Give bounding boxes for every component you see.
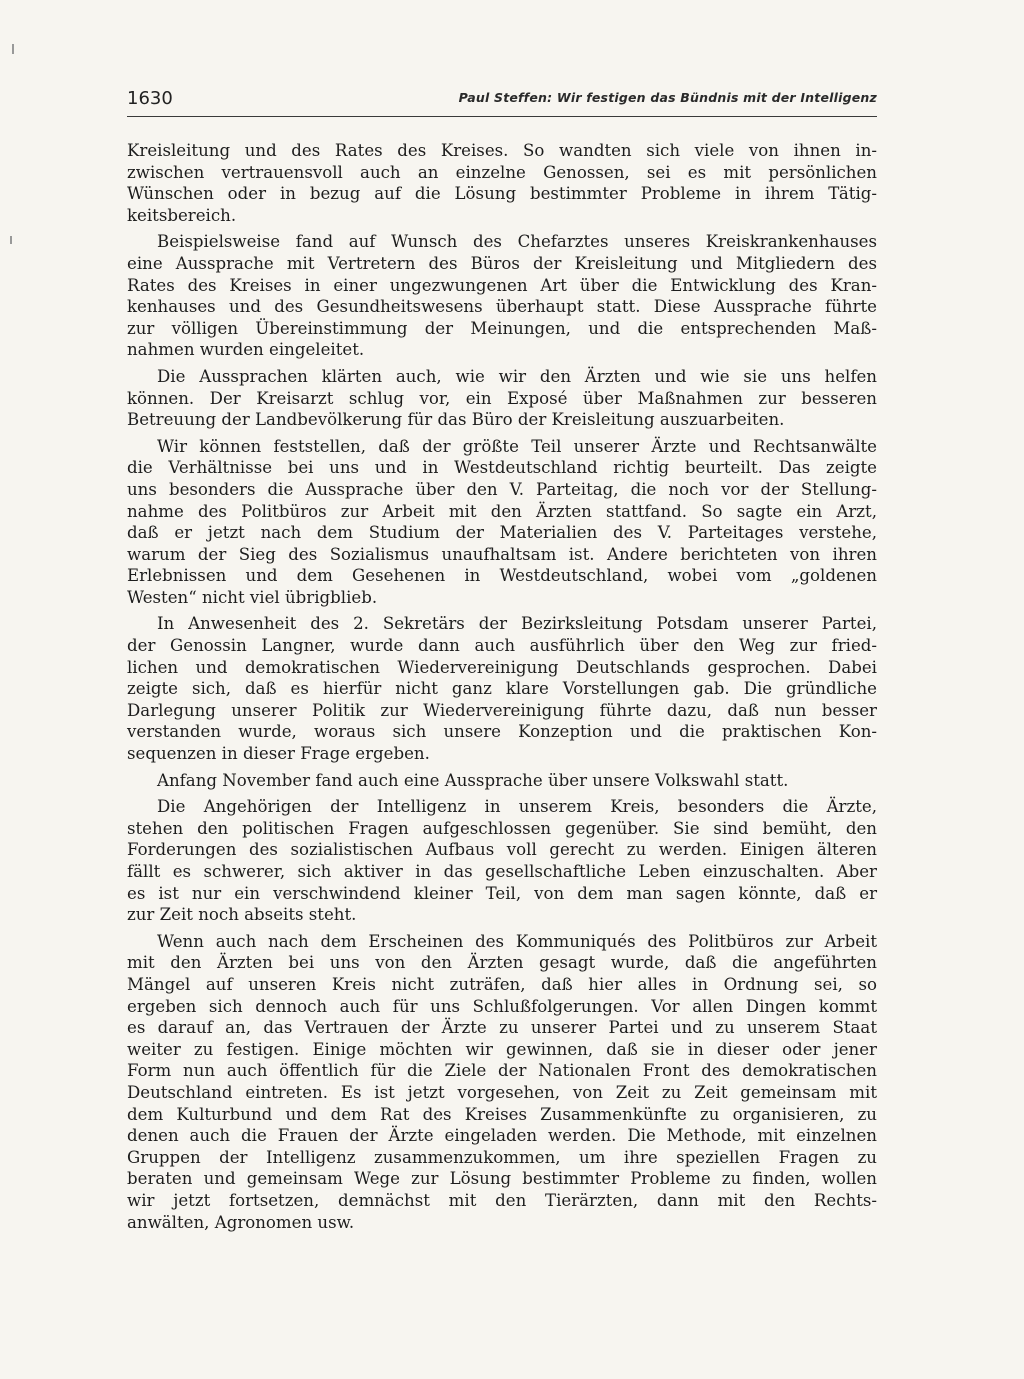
text-line: ergeben sich dennoch auch für uns Schlußfolgerungen. Vor allen Dingen kommt bbox=[127, 996, 877, 1016]
text-line: zeigte sich, daß es hierfür nicht ganz klare Vorstellungen gab. Die gründliche bbox=[127, 679, 877, 699]
paragraph bbox=[127, 436, 877, 609]
text-line: uns besonders die Aussprache über den V. Parteitag, die noch vor der Stellung- bbox=[127, 479, 877, 499]
text-line: Westen“ nicht viel übrigblieb. bbox=[127, 587, 378, 607]
text-line: wir jetzt fortsetzen, demnächst mit den Tierärzten, dann mit den Rechts- bbox=[127, 1190, 877, 1210]
text-line: zur völligen Übereinstimmung der Meinungen, und die entsprechenden Maß- bbox=[127, 318, 877, 338]
paragraph bbox=[127, 770, 877, 792]
paragraph bbox=[127, 140, 877, 226]
text-line: Gruppen der Intelligenz zusammenzukommen, um ihre speziellen Fragen zu bbox=[127, 1147, 877, 1167]
text-line: Kreisleitung und des Rates des Kreises. So wandten sich viele von ihnen in- bbox=[127, 141, 877, 160]
page-number: 1630 bbox=[127, 88, 173, 109]
text-line: nahmen wurden eingeleitet. bbox=[127, 340, 365, 360]
article-body bbox=[127, 140, 877, 1233]
paragraph bbox=[127, 231, 877, 361]
text-line: denen auch die Frauen der Ärzte eingeladen werden. Die Methode, mit einzelnen bbox=[127, 1126, 877, 1146]
text-line: es darauf an, das Vertrauen der Ärzte zu unserer Partei und zu unserem Staat bbox=[127, 1018, 877, 1038]
text-line: daß er jetzt nach dem Studium der Materialien des V. Parteitages verstehe, bbox=[127, 523, 877, 543]
text-line: eine Aussprache mit Vertretern des Büros der Kreisleitung und Mitgliedern des bbox=[127, 253, 877, 273]
text-line: die Verhältnisse bei uns und in Westdeutschland richtig beurteilt. Das zeigte bbox=[127, 458, 877, 478]
scan-margin-mark bbox=[12, 44, 14, 54]
text-line: verstanden wurde, woraus sich unsere Konzeption und die praktischen Kon- bbox=[127, 722, 877, 742]
text-line: der Genossin Langner, wurde dann auch ausführlich über den Weg zur fried- bbox=[127, 636, 877, 656]
text-line: In Anwesenheit des 2. Sekretärs der Bezirksleitung Potsdam unserer Partei, bbox=[157, 614, 877, 634]
text-line: sequenzen in dieser Frage ergeben. bbox=[127, 744, 430, 764]
paragraph bbox=[127, 931, 877, 1233]
text-line: lichen und demokratischen Wiedervereinigung Deutschlands gesprochen. Dabei bbox=[127, 657, 877, 677]
text-line: Form nun auch öffentlich für die Ziele der Nationalen Front des demokratischen bbox=[127, 1061, 877, 1081]
text-line: dem Kulturbund und dem Rat des Kreises Zusammenkünfte zu organisieren, zu bbox=[127, 1104, 877, 1124]
text-line: Wir können feststellen, daß der größte Teil unserer Ärzte und Rechtsanwälte bbox=[157, 436, 877, 456]
text-line: weiter zu festigen. Einige möchten wir gewinnen, daß sie in dieser oder jener bbox=[127, 1039, 877, 1059]
text-line: Rates des Kreises in einer ungezwungenen Art über die Entwicklung des Kran- bbox=[127, 275, 877, 295]
running-head: Paul Steffen: Wir festigen das Bündnis mit der Intelligenz bbox=[458, 90, 877, 105]
text-line: keitsbereich. bbox=[127, 205, 237, 225]
text-line: zur Zeit noch abseits steht. bbox=[127, 905, 357, 925]
paragraph bbox=[127, 613, 877, 764]
text-line: Mängel auf unseren Kreis nicht zuträfen, daß hier alles in Ordnung sei, so bbox=[127, 974, 877, 994]
text-line: Anfang November fand auch eine Aussprache über unsere Volkswahl statt. bbox=[157, 770, 789, 790]
text-line: zwischen vertrauensvoll auch an einzelne Genossen, sei es mit persönlichen bbox=[127, 162, 877, 182]
text-line: Wünschen oder in bezug auf die Lösung bestimmter Probleme in ihrem Tätig- bbox=[127, 184, 877, 204]
paragraph bbox=[127, 366, 877, 431]
text-line: Erlebnissen und dem Gesehenen in Westdeutschland, wobei vom „goldenen bbox=[127, 566, 877, 586]
text-line: Die Aussprachen klärten auch, wie wir den Ärzten und wie sie uns helfen bbox=[157, 366, 877, 386]
text-line: stehen den politischen Fragen aufgeschlossen gegenüber. Sie sind bemüht, den bbox=[127, 818, 877, 838]
text-line: Die Angehörigen der Intelligenz in unserem Kreis, besonders die Ärzte, bbox=[157, 797, 877, 817]
text-line: Wenn auch nach dem Erscheinen des Kommuniqués des Politbüros zur Arbeit bbox=[157, 931, 877, 951]
text-line: Darlegung unserer Politik zur Wiedervereinigung führte dazu, daß nun besser bbox=[127, 700, 877, 720]
text-line: anwälten, Agronomen usw. bbox=[127, 1212, 355, 1232]
text-line: es ist nur ein verschwindend kleiner Teil, von dem man sagen könnte, daß er bbox=[127, 883, 877, 903]
text-line: Deutschland eintreten. Es ist jetzt vorgesehen, von Zeit zu Zeit gemeinsam mit bbox=[127, 1082, 877, 1102]
page-header bbox=[127, 88, 877, 117]
text-line: Betreuung der Landbevölkerung für das Büro der Kreisleitung auszuarbeiten. bbox=[127, 410, 785, 430]
paragraph bbox=[127, 796, 877, 926]
text-line: nahme des Politbüros zur Arbeit mit den Ärzten stattfand. So sagte ein Arzt, bbox=[127, 501, 877, 521]
text-line: Beispielsweise fand auf Wunsch des Chefarztes unseres Kreiskrankenhauses bbox=[157, 232, 877, 252]
text-line: fällt es schwerer, sich aktiver in das gesellschaftliche Leben einzuschalten. Aber bbox=[127, 862, 877, 881]
text-line: Forderungen des sozialistischen Aufbaus voll gerecht zu werden. Einigen älteren bbox=[127, 840, 877, 860]
text-line: beraten und gemeinsam Wege zur Lösung bestimmter Probleme zu finden, wollen bbox=[127, 1169, 877, 1189]
scan-margin-mark bbox=[10, 236, 12, 244]
text-line: warum der Sieg des Sozialismus unaufhaltsam ist. Andere berichteten von ihren bbox=[127, 544, 877, 564]
text-line: kenhauses und des Gesundheitswesens überhaupt statt. Diese Aussprache führte bbox=[127, 297, 877, 317]
text-line: mit den Ärzten bei uns von den Ärzten gesagt wurde, daß die angeführten bbox=[127, 953, 877, 973]
text-line: können. Der Kreisarzt schlug vor, ein Exposé über Maßnahmen zur besseren bbox=[127, 388, 877, 408]
